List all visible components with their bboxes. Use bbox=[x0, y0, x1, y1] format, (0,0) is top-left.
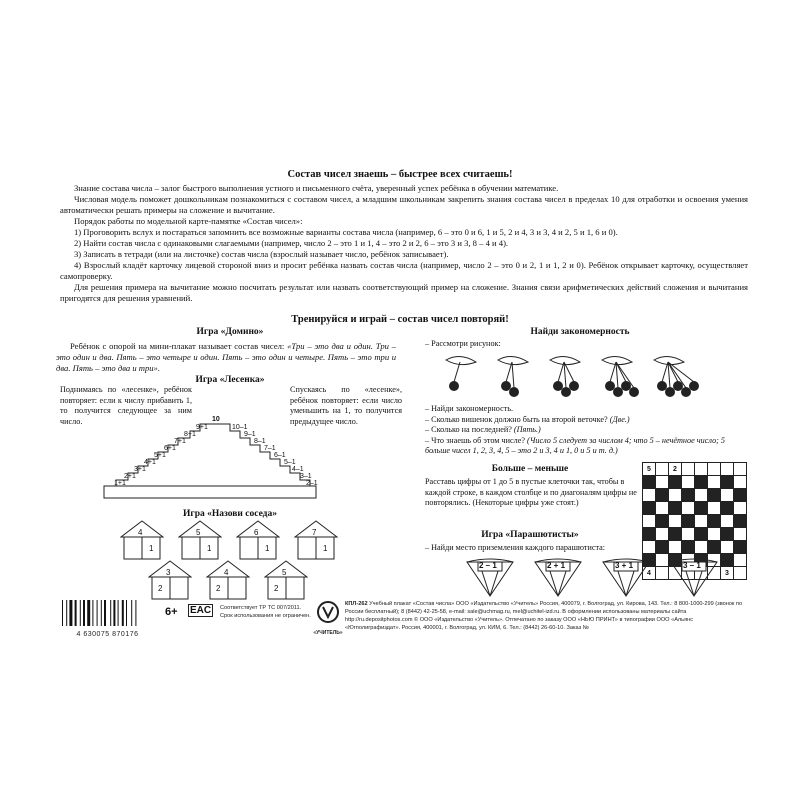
grid-cell[interactable] bbox=[708, 502, 721, 515]
grid-cell[interactable]: 3 bbox=[721, 567, 734, 580]
grid-cell[interactable] bbox=[708, 463, 721, 476]
house-cell-number: 1 bbox=[207, 544, 212, 553]
parachute bbox=[533, 558, 583, 603]
cherry-icon bbox=[665, 387, 675, 397]
grid-cell[interactable] bbox=[695, 463, 708, 476]
section-subtitle: Тренируйся и играй – состав чисел повторяй! bbox=[291, 314, 509, 325]
grid-cell[interactable] bbox=[695, 489, 708, 502]
grid-cell bbox=[643, 502, 656, 515]
cherry-branch bbox=[550, 356, 580, 397]
grid-cell bbox=[682, 541, 695, 554]
barcode bbox=[60, 600, 155, 636]
grid-cell[interactable] bbox=[682, 502, 695, 515]
step-down-label: 10–1 bbox=[232, 424, 248, 431]
grid-cell[interactable] bbox=[721, 463, 734, 476]
paragraph: 1) Проговорить вслух и постараться запомнить все возможные варианты состава числа (например, 6 – это 0 и 6, 1 и 5, 2 и 4, 3 и 3, 4 и 2, 5 и 1, 6 и 0). bbox=[74, 227, 618, 237]
grid-cell bbox=[656, 515, 669, 528]
grid-cell[interactable] bbox=[656, 463, 669, 476]
grid-cell[interactable] bbox=[695, 515, 708, 528]
grid-cell[interactable] bbox=[721, 489, 734, 502]
grid-cell bbox=[734, 489, 747, 502]
grid-cell bbox=[721, 528, 734, 541]
step-down-label: 4–1 bbox=[292, 466, 304, 473]
house bbox=[264, 560, 308, 605]
paragraph: Знание состава числа – залог быстрого выполнения устного и письменного счёта, уверенный успех ребёнка в обучении математике. bbox=[74, 183, 559, 193]
grid-cell[interactable] bbox=[643, 489, 656, 502]
leaf-icon bbox=[446, 356, 476, 364]
domino-text bbox=[56, 341, 396, 374]
grid-cell bbox=[643, 476, 656, 489]
pattern-questions bbox=[425, 404, 750, 457]
cherry-icon bbox=[569, 381, 579, 391]
house-cell-number: 2 bbox=[216, 584, 221, 593]
grid-cell[interactable] bbox=[721, 541, 734, 554]
paragraph: 4) Взрослый кладёт карточку лицевой стороной вниз и просит ребёнка назвать состав числа (например, число 2 – это 0 и 2, 1 и 1, 2 и 0). Ребёнок открывает карточку, осуществляет самопроверку. bbox=[60, 260, 748, 281]
grid-cell[interactable] bbox=[656, 502, 669, 515]
barcode-bar bbox=[113, 600, 115, 626]
house bbox=[236, 520, 280, 565]
age-rating: 6+ bbox=[165, 606, 178, 618]
cherry-branch bbox=[498, 356, 528, 397]
grid-cell[interactable] bbox=[656, 476, 669, 489]
grid-cell[interactable] bbox=[656, 528, 669, 541]
product-code: КПЛ-262 bbox=[345, 601, 368, 607]
cherry-icon bbox=[605, 381, 615, 391]
parachute-expression: 3 + 1 bbox=[615, 561, 634, 570]
grid-cell[interactable] bbox=[682, 528, 695, 541]
barcode-bars bbox=[60, 600, 155, 626]
house-roof-number: 7 bbox=[312, 528, 317, 537]
house-roof-number: 3 bbox=[166, 568, 171, 577]
barcode-bar bbox=[83, 600, 85, 626]
step-down-label: 3–1 bbox=[300, 473, 312, 480]
step-down-label: 5–1 bbox=[284, 459, 296, 466]
cherry-branch bbox=[654, 356, 699, 397]
barcode-bar bbox=[69, 600, 72, 626]
grid-cell bbox=[708, 541, 721, 554]
grid-cell[interactable] bbox=[682, 463, 695, 476]
barcode-bar bbox=[135, 600, 136, 626]
cherry-icon bbox=[561, 387, 571, 397]
grid-cell bbox=[721, 476, 734, 489]
cherry-branches bbox=[440, 352, 700, 402]
pattern-q2: – Сколько вишенок должно быть на второй веточке? bbox=[425, 414, 610, 424]
grid-cell[interactable] bbox=[734, 567, 747, 580]
step-down-label: 8–1 bbox=[254, 438, 266, 445]
imprint bbox=[345, 600, 745, 632]
domino-title: Игра «Домино» bbox=[196, 327, 264, 337]
grid-cell[interactable] bbox=[669, 489, 682, 502]
parachute-text: – Найди место приземления каждого парашютиста: bbox=[425, 543, 606, 552]
cherry-stem bbox=[512, 362, 514, 388]
cherry-icon bbox=[621, 381, 631, 391]
house-cell-number: 2 bbox=[274, 584, 279, 593]
ladder-title: Игра «Лесенка» bbox=[195, 375, 265, 385]
barcode-bar bbox=[104, 600, 106, 626]
step-up-label: 6+1 bbox=[164, 445, 176, 452]
grid-cell[interactable] bbox=[695, 541, 708, 554]
step-up-label: 3+1 bbox=[134, 466, 146, 473]
parachute-expression: 3 – 1 bbox=[683, 561, 701, 570]
house-cell-number: 1 bbox=[265, 544, 270, 553]
step-down-label: 7–1 bbox=[264, 445, 276, 452]
pattern-q3: – Сколько на последней? bbox=[425, 425, 514, 434]
grid-cell bbox=[695, 476, 708, 489]
grid-cell bbox=[695, 502, 708, 515]
grid-cell[interactable] bbox=[734, 554, 747, 567]
cherry-stem bbox=[662, 362, 668, 382]
barcode-bar bbox=[92, 600, 93, 626]
intro-text bbox=[60, 183, 748, 304]
pattern-a2: (Две.) bbox=[609, 414, 630, 424]
pattern-title: Найди закономерность bbox=[530, 327, 630, 337]
cherry-icon bbox=[553, 381, 563, 391]
cherry-icon bbox=[689, 381, 699, 391]
cherry-stem bbox=[558, 362, 564, 382]
parachutes bbox=[465, 558, 735, 603]
barcode-bar bbox=[131, 600, 132, 626]
grid-cell[interactable] bbox=[734, 502, 747, 515]
pattern-q1: – Найди закономерность. bbox=[425, 404, 514, 413]
grid-cell bbox=[669, 502, 682, 515]
step-up-label: 8+1 bbox=[184, 431, 196, 438]
grid-cell[interactable] bbox=[734, 528, 747, 541]
pattern-look-text: – Рассмотри рисунок: bbox=[425, 339, 501, 348]
house-cell-number: 2 bbox=[158, 584, 163, 593]
barcode-bar bbox=[110, 600, 111, 626]
barcode-bar bbox=[75, 600, 77, 626]
barcode-bar bbox=[122, 600, 124, 626]
cherry-icon bbox=[657, 381, 667, 391]
house bbox=[206, 560, 250, 605]
barcode-bar bbox=[101, 600, 102, 626]
cherry-stem bbox=[454, 362, 460, 382]
paragraph: 2) Найти состав числа с одинаковыми слагаемыми (например, число 2 – это 1 и 1, 4 – это 2 и 2, 6 – это 3 и 3, 8 – 4 и 4). bbox=[74, 238, 509, 248]
grid-cell[interactable] bbox=[643, 515, 656, 528]
grid-cell[interactable] bbox=[708, 476, 721, 489]
publisher-logo-icon bbox=[312, 600, 344, 624]
cherry-icon bbox=[673, 381, 683, 391]
more-less-title: Больше – меньше bbox=[491, 464, 569, 474]
grid-cell bbox=[682, 515, 695, 528]
grid-cell bbox=[695, 528, 708, 541]
grid-cell bbox=[656, 541, 669, 554]
house-roof-number: 6 bbox=[254, 528, 259, 537]
house-roof-number: 4 bbox=[138, 528, 143, 537]
grid-cell[interactable]: 5 bbox=[643, 463, 656, 476]
step-up-label: 5+1 bbox=[154, 452, 166, 459]
grid-cell bbox=[643, 528, 656, 541]
paragraph: Числовая модель поможет дошкольникам познакомиться с составом чисел, а младшим школьникам закрепить знания состава чисел в пределах 10 для отработки и освоения умения автоматически решать примеры на сложение и вычитание. bbox=[60, 194, 748, 215]
barcode-number: 4 630075 870176 bbox=[76, 631, 139, 638]
pattern-q4: – Что знаешь об этом числе? bbox=[425, 435, 528, 445]
grid-cell[interactable] bbox=[734, 476, 747, 489]
cherry-icon bbox=[681, 387, 691, 397]
paragraph: Для решения примера на вычитание можно посчитать результат или назвать соответствующий пример на сложение. Знания связи арифметических действий сложения и вычитания пригодятся для решения уравнений. bbox=[60, 282, 748, 303]
domino-text-italic: «Три – это два и один. Три – это один и два. Пять – это четыре и один. Пять – это один и четыре. Пять – это три и два. Пять – это два и три». bbox=[56, 341, 397, 373]
grid-cell[interactable] bbox=[643, 541, 656, 554]
parachute bbox=[465, 558, 515, 603]
grid-cell bbox=[708, 515, 721, 528]
grid-cell[interactable] bbox=[721, 515, 734, 528]
barcode-bar bbox=[87, 600, 90, 626]
barcode-bar bbox=[66, 600, 67, 626]
eac-mark: EAC bbox=[190, 605, 212, 616]
grid-cell bbox=[682, 489, 695, 502]
house bbox=[178, 520, 222, 565]
cherry-branch bbox=[446, 356, 476, 391]
house bbox=[294, 520, 338, 565]
grid-cell[interactable] bbox=[669, 515, 682, 528]
grid-cell bbox=[734, 515, 747, 528]
step-up-label: 7+1 bbox=[174, 438, 186, 445]
grid-cell bbox=[656, 489, 669, 502]
houses-area bbox=[110, 520, 360, 600]
cherry-icon bbox=[613, 387, 623, 397]
grid-cell[interactable] bbox=[669, 541, 682, 554]
grid-cell[interactable] bbox=[682, 476, 695, 489]
parachute bbox=[601, 558, 651, 603]
grid-cell bbox=[669, 528, 682, 541]
ladder-right-text: Спускаясь по «лесенке», ребёнок повторяет: если число уменьшить на 1, то получится предыдущее число. bbox=[290, 385, 402, 426]
more-less-text: Расставь цифры от 1 до 5 в пустые клеточки так, чтобы в каждой строке, в каждом столбце и по диагоналям цифры не повторялись. (Некоторые цифры уже стоят.) bbox=[425, 477, 637, 507]
grid-cell bbox=[721, 502, 734, 515]
ladder-left-text: Поднимаясь по «лесенке», ребёнок повторяет: если к числу прибавить 1, то получится следующее за ним число. bbox=[60, 385, 192, 426]
page-title: Состав чисел знаешь – быстрее всех считаешь! bbox=[287, 169, 513, 180]
cherry-icon bbox=[501, 381, 511, 391]
grid-cell[interactable] bbox=[734, 463, 747, 476]
step-up-label: 2+1 bbox=[124, 473, 136, 480]
ladder-diagram bbox=[100, 416, 330, 500]
step-up-label: 4+1 bbox=[144, 459, 156, 466]
house-roof-number: 5 bbox=[196, 528, 201, 537]
barcode-bar bbox=[62, 600, 63, 626]
grid-cell[interactable]: 2 bbox=[669, 463, 682, 476]
domino-text-plain: Ребёнок с опорой на мини-плакат называет состав чисел: bbox=[70, 341, 288, 351]
publisher-logo bbox=[312, 600, 344, 636]
barcode-bar bbox=[118, 600, 119, 626]
parachute-expression: 2 – 1 bbox=[479, 561, 497, 570]
leaf-icon bbox=[498, 356, 528, 364]
grid-cell[interactable]: 4 bbox=[643, 567, 656, 580]
grid-cell bbox=[708, 489, 721, 502]
imprint-text: Учебный плакат «Состав числа» ООО «Издательство «Учитель» Россия, 400079, г. Волгоград, ул. Кирова, 143. Тел.: 8 800-1000-299 (звонок по России бесплатный); 8 (8442) 42-25-58, e-mail: sale@uchmag.ru, mel@uchitel-izd.ru. В оформлении использованы материалы сайта http://ru.depositphotos.com © ООО «Издательство «Учитель». Отпечатано по заказу ООО «НЬЮ ПРИНТ» в типографии ООО «Альянс «Югполиграфиздат». Россия, 400001, г. Волгоград, ул. КИМ, 6. Тел.: (8442) 26-60-10. Заказ № bbox=[345, 601, 743, 631]
pattern-a4: (Число 5 следует за числом 4; что 5 – нечётное число; 5 больше чисел 1, 2, 3, 4, 5 – это 2 и 3, 4 и 1, 0 и 5 и т. д.) bbox=[425, 435, 726, 455]
step-up-label: 1+1 bbox=[114, 480, 126, 487]
grid-cell bbox=[669, 476, 682, 489]
parachute bbox=[669, 558, 719, 603]
house bbox=[148, 560, 192, 605]
cherry-stem bbox=[668, 362, 694, 382]
house bbox=[120, 520, 164, 565]
standard-text: Соответствует ТР ТС 007/2011. Срок использования не ограничен. bbox=[220, 605, 311, 619]
neighbor-title: Игра «Назови соседа» bbox=[183, 509, 277, 519]
barcode-bar bbox=[80, 600, 81, 626]
publisher-name: «УЧИТЕЛЬ» bbox=[313, 630, 343, 636]
pattern-a3: (Пять.) bbox=[513, 425, 541, 434]
cherry-icon bbox=[509, 387, 519, 397]
step-down-label: 2–1 bbox=[306, 480, 318, 487]
house-cell-number: 1 bbox=[149, 544, 154, 553]
cherry-icon bbox=[449, 381, 459, 391]
house-roof-number: 4 bbox=[224, 568, 229, 577]
parachute-title: Игра «Парашютисты» bbox=[481, 530, 579, 540]
grid-cell[interactable] bbox=[708, 528, 721, 541]
step-down-label: 9–1 bbox=[244, 431, 256, 438]
parachute-expression: 2 + 1 bbox=[547, 561, 566, 570]
grid-cell bbox=[734, 541, 747, 554]
cherry-branch bbox=[602, 356, 639, 397]
house-cell-number: 1 bbox=[323, 544, 328, 553]
house-roof-number: 5 bbox=[282, 568, 287, 577]
barcode-bar bbox=[126, 600, 127, 626]
step-up-label: 9+1 bbox=[196, 424, 208, 431]
cherry-stem bbox=[610, 362, 616, 382]
barcode-bar bbox=[97, 600, 98, 626]
cherry-icon bbox=[629, 387, 639, 397]
paragraph: Порядок работы по модельной карте-памятке «Состав чисел»: bbox=[74, 216, 303, 226]
ladder-top-label: 10 bbox=[212, 416, 220, 423]
cherry-branches-graphic bbox=[440, 352, 700, 402]
step-down-label: 6–1 bbox=[274, 452, 286, 459]
cherry-stem bbox=[506, 362, 512, 382]
paragraph: 3) Записать в тетради (или на листочке) состав числа (взрослый называет число, ребёнок записывает). bbox=[74, 249, 449, 259]
